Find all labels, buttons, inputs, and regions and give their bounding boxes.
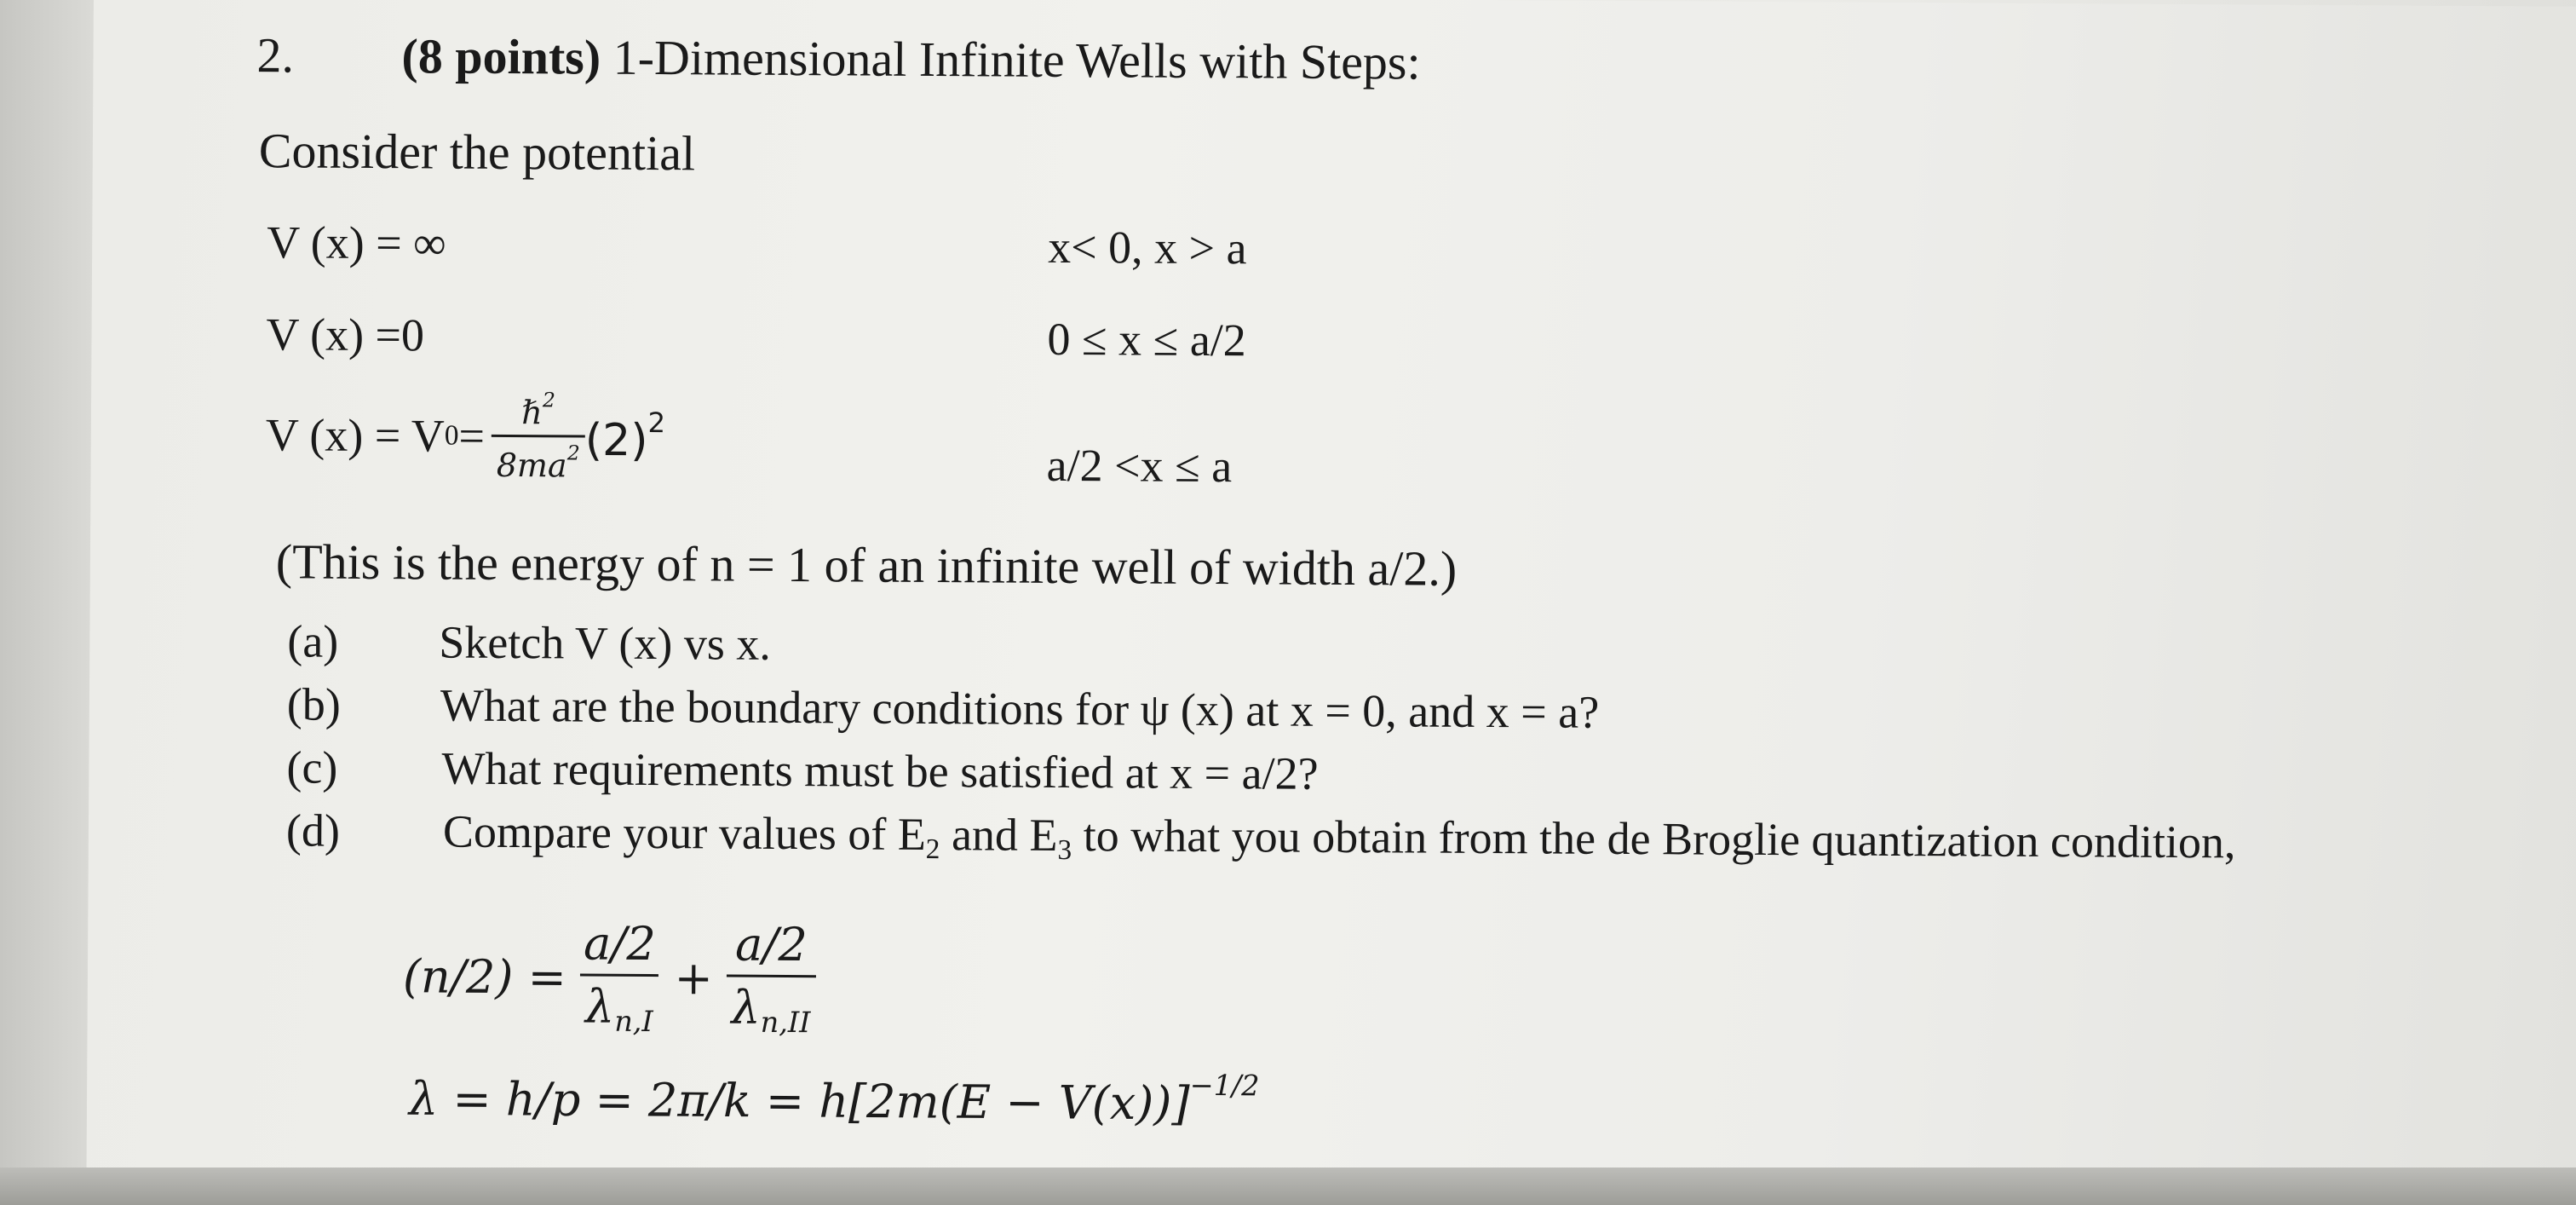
denominator-exponent: 2 <box>566 441 580 465</box>
potential-expr-1: V (x) = ∞ <box>267 216 446 269</box>
de-broglie-expression: λ = h/p = 2π/k = h[2m(E − V(x))] <box>408 1071 1190 1131</box>
problem-title: 1-Dimensional Infinite Wells with Steps: <box>612 29 1421 90</box>
quantization-equation <box>403 915 817 1039</box>
potential-expr-2: V (x) =0 <box>266 308 425 361</box>
potential-expr-3-eq: = <box>458 410 486 462</box>
part-b-label: (b) <box>286 678 342 730</box>
lambda-symbol-1: λ <box>584 979 615 1034</box>
part-d-text-middle: and E <box>940 809 1058 861</box>
part-c-text: What requirements must be satisfied at x = a/2? <box>441 742 1319 799</box>
background-bottom <box>0 1168 2576 1205</box>
part-d-text-start: Compare your values of E <box>442 805 927 860</box>
part-b-text: What are the boundary conditions for ψ (x) at x = 0, and x = a? <box>440 679 1600 738</box>
problem-heading <box>401 27 1420 90</box>
equation-lhs: (n/2) = <box>402 948 567 1004</box>
e3-subscript: 3 <box>1057 833 1072 867</box>
lambda-2-subscript: n,II <box>760 1005 811 1040</box>
part-a-text: Sketch V (x) vs x. <box>439 616 772 670</box>
denominator-text: 8ma <box>496 446 567 485</box>
potential-range-2: 0 ≤ x ≤ a/2 <box>1047 313 1246 366</box>
equation-plus: + <box>674 950 714 1005</box>
equation-fraction-2 <box>726 918 816 1040</box>
potential-fraction <box>492 388 586 485</box>
numerator-exponent: 2 <box>542 388 555 412</box>
potential-factor <box>585 406 666 467</box>
fraction-2-denominator <box>726 975 815 1040</box>
note-text: (This is the energy of n = 1 of an infinite well of width a/2.) <box>275 533 1458 597</box>
e2-subscript: 2 <box>925 833 940 866</box>
lambda-1-subscript: n,I <box>614 1004 653 1039</box>
factor-base: (2) <box>584 415 648 467</box>
part-a-label: (a) <box>287 615 339 667</box>
potential-range-1: x< 0, x > a <box>1048 221 1247 274</box>
part-d-text <box>443 805 2236 874</box>
fraction-2-numerator: a/2 <box>734 917 808 972</box>
potential-range-3: a/2 <x ≤ a <box>1046 439 1233 493</box>
fraction-denominator <box>492 435 585 485</box>
part-d-text-end: to what you obtain from the de Broglie quantization condition, <box>1072 810 2236 868</box>
problem-points: (8 points) <box>401 28 601 85</box>
document-sheet <box>86 0 2576 1196</box>
de-broglie-exponent: −1/2 <box>1189 1068 1260 1103</box>
problem-number: 2. <box>256 27 295 84</box>
equation-fraction-1 <box>578 916 661 1038</box>
fraction-numerator <box>516 388 561 435</box>
potential-expr-3-lead: V (x) = V <box>265 408 445 462</box>
fraction-1-denominator <box>580 974 658 1039</box>
intro-text: Consider the potential <box>258 123 696 182</box>
hbar-symbol: ℏ <box>521 394 543 432</box>
factor-exponent: 2 <box>647 406 666 440</box>
de-broglie-equation <box>409 1064 1260 1131</box>
part-d-label: (d) <box>285 804 341 856</box>
part-c-label: (c) <box>286 741 338 793</box>
potential-expr-3-sub: 0 <box>444 419 459 452</box>
lambda-symbol-2: λ <box>731 980 762 1035</box>
potential-expr-3 <box>265 386 665 485</box>
fraction-1-numerator: a/2 <box>583 916 657 971</box>
